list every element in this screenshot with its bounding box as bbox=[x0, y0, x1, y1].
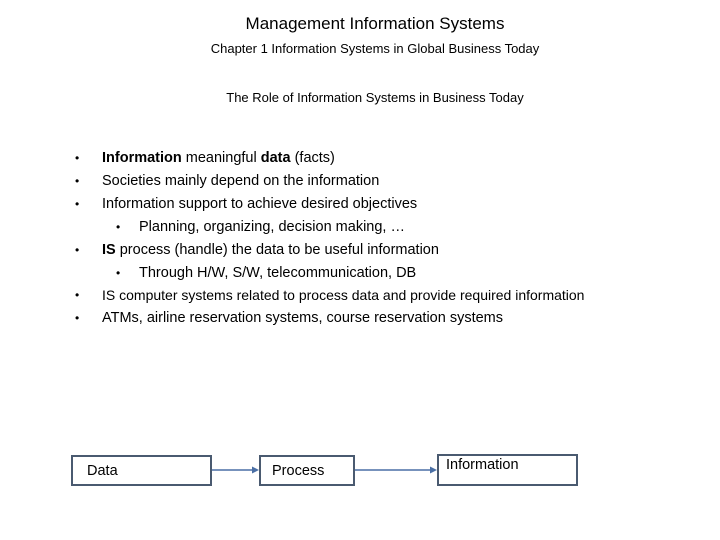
bullet-dot: • bbox=[116, 266, 121, 280]
bullet-dot: • bbox=[75, 288, 80, 302]
bullet-text: Societies mainly depend on the information bbox=[102, 173, 380, 189]
bullet-dot: • bbox=[75, 151, 80, 165]
process-box bbox=[259, 455, 355, 486]
information-box-label: Information bbox=[446, 457, 519, 473]
bullet-text: IS process (handle) the data to be useful information bbox=[102, 242, 439, 258]
bullet-text: Planning, organizing, decision making, … bbox=[139, 219, 405, 235]
bullet-text: IS computer systems related to process data and provide required information bbox=[102, 287, 585, 303]
arrow-head-icon bbox=[430, 467, 437, 474]
bullet-dot: • bbox=[75, 174, 80, 188]
bullet-dot: • bbox=[75, 311, 80, 325]
bullet-dot: • bbox=[75, 243, 80, 257]
section-heading: The Role of Information Systems in Business Today bbox=[226, 90, 524, 105]
bullet-text: Information meaningful data (facts) bbox=[102, 150, 335, 166]
bullet-text: Information support to achieve desired objectives bbox=[102, 196, 418, 212]
page-title: Management Information Systems bbox=[245, 14, 505, 33]
process-box-label: Process bbox=[272, 463, 325, 479]
bullet-dot: • bbox=[75, 197, 80, 211]
information-box bbox=[437, 454, 578, 486]
arrow-head-icon bbox=[252, 467, 259, 474]
data-box bbox=[71, 455, 212, 486]
chapter-subtitle: Chapter 1 Information Systems in Global Business Today bbox=[210, 41, 540, 56]
bullet-dot: • bbox=[116, 220, 121, 234]
bullet-text: Through H/W, S/W, telecommunication, DB bbox=[139, 265, 417, 281]
bullet-text: ATMs, airline reservation systems, course reservation systems bbox=[102, 310, 504, 326]
data-box-label: Data bbox=[87, 463, 118, 479]
